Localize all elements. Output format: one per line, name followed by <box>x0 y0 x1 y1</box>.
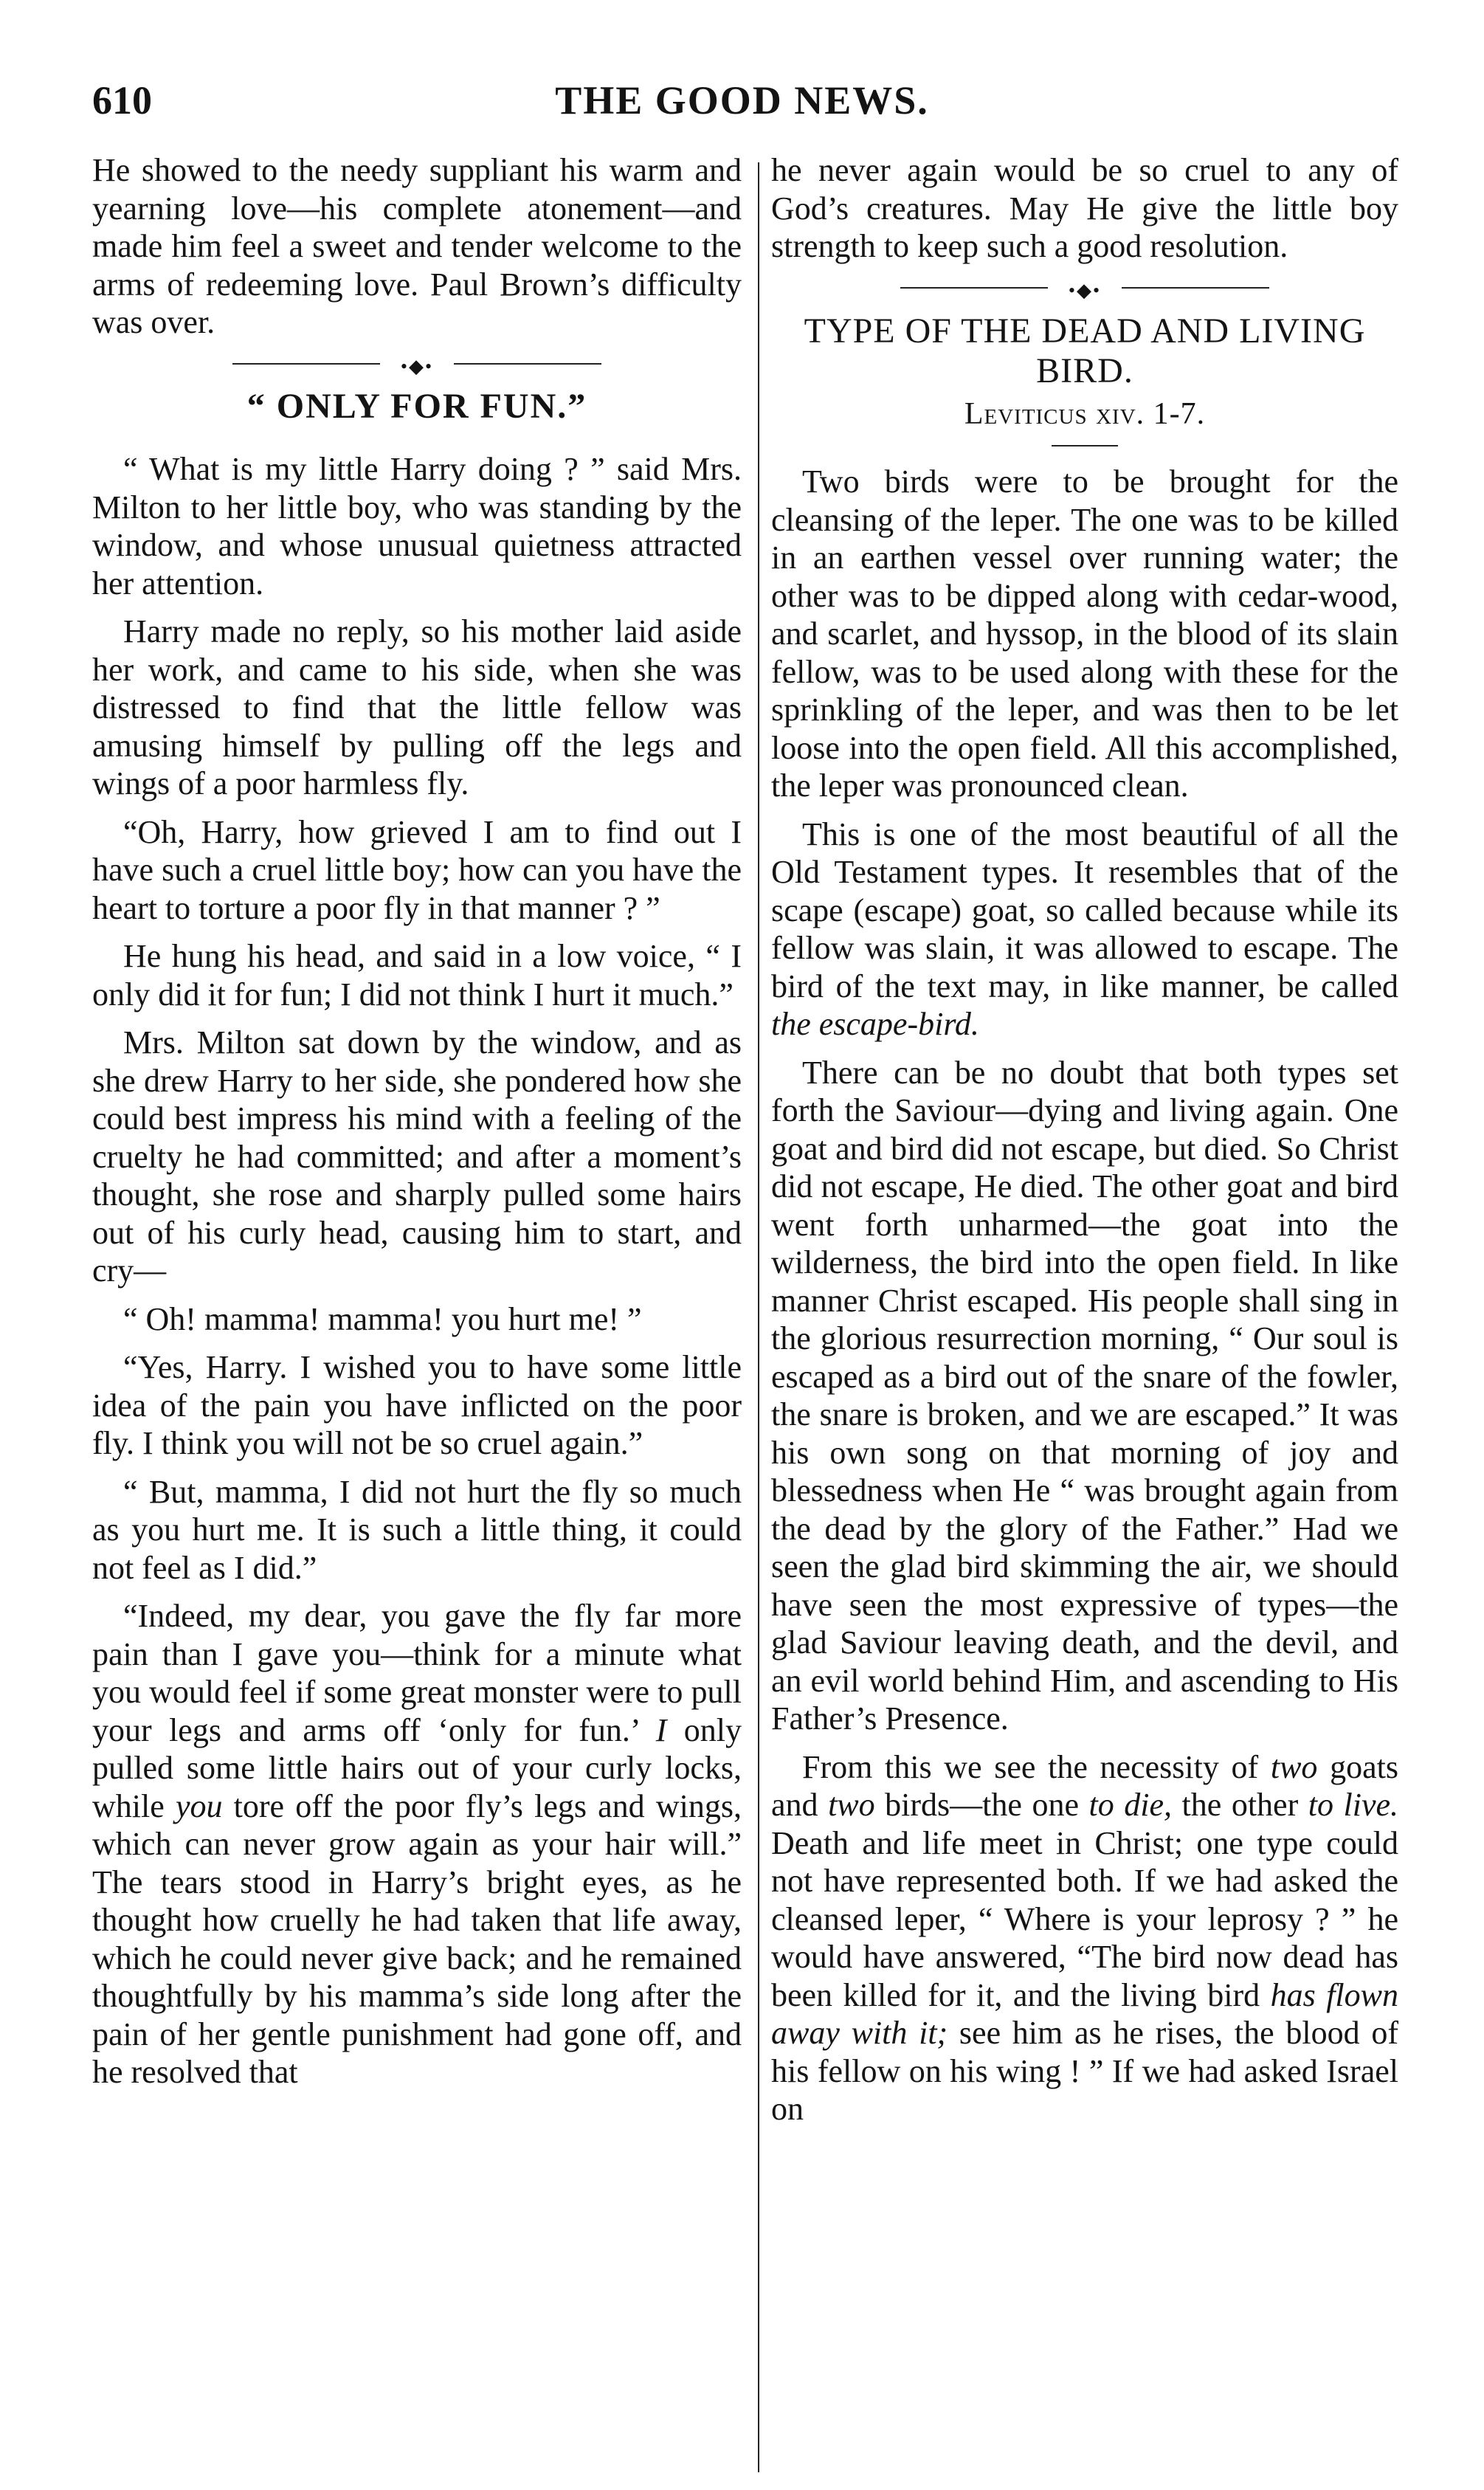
text-run: Death and life meet in Christ; one type could not have represented both. If we had asked the cleansed leper, “ Where is your leprosy ? ” he would have answered, “The bird now dead has been killed for it, and the living bird <box>771 1824 1398 2013</box>
text-run: From this we see the necessity of <box>802 1748 1271 1785</box>
text-run: This is one of the most beautiful of all the Old Testament types. It resembles that of the scape (escape) goat, so called because while its fellow was slain, it was allowed to escape. The bird of the text may, in like manner, be called <box>771 815 1398 1004</box>
story-paragraph: “Oh, Harry, how grieved I am to find out I have such a cruel little boy; how can you have the heart to torture a poor fly in that manner ? ” <box>92 813 742 926</box>
italic-run: two <box>828 1787 875 1823</box>
left-continued-paragraph: He showed to the needy suppliant his warm and yearning love—his complete atonement—and made him feel a sweet and tender welcome to the arms of redeeming love. Paul Brown’s difficulty was over. <box>92 152 742 340</box>
page-header <box>0 77 1484 137</box>
italic-run: to live. <box>1308 1787 1399 1823</box>
right-column <box>771 151 1398 2139</box>
article-title-line-1: TYPE OF THE DEAD AND LIVING <box>804 311 1366 351</box>
text-run: birds—the one <box>874 1787 1089 1823</box>
scripture-reference: Leviticus xiv. 1-7. <box>964 396 1206 431</box>
italic-run: to die, <box>1088 1787 1173 1823</box>
italic-run: the escape-bird. <box>771 1006 979 1042</box>
divider-line-right <box>454 363 601 365</box>
right-continued-paragraph: he never again would be so cruel to any of God’s creatures. May He give the little boy strength to keep such a good resolution. <box>771 152 1398 264</box>
article-paragraph: Two birds were to be brought for the cleansing of the leper. The one was to be killed in an earthen vessel over running water; the other was to be dipped along with cedar-wood, and scarlet, and hyssop, in the blood of its slain fellow, was to be used along with these for the sprinkling of the leper, and was then to be let loose into the open field. All this accomplished, the leper was pronounced clean. <box>771 463 1398 804</box>
column-rule <box>758 162 759 2472</box>
story-title: “ ONLY FOR FUN.” <box>246 386 587 426</box>
italic-run: you <box>175 1787 223 1824</box>
story-paragraph <box>92 1597 742 2091</box>
article-title-line-2: BIRD. <box>1036 351 1133 390</box>
story-paragraph: He hung his head, and said in a low voice, “ I only did it for fun; I did not think I hurt it much.” <box>92 938 742 1013</box>
story-paragraph: “ Oh! mamma! mamma! you hurt me! ” <box>123 1300 642 1337</box>
italic-run: has flown away with it; <box>771 1976 1398 2051</box>
italic-run: two <box>1270 1748 1318 1785</box>
text-run: see him as he rises, the blood of his fellow on his wing ! ” If we had asked Israel on <box>771 2015 1398 2127</box>
divider-ornament: •◆• <box>1068 279 1102 301</box>
story-paragraph: “Yes, Harry. I wished you to have some little idea of the pain you have inflicted on the poor fly. I think you will not be so cruel again.” <box>92 1349 742 1461</box>
divider-ornament: •◆• <box>400 355 434 377</box>
short-rule <box>1052 445 1118 446</box>
divider-line-right <box>1122 287 1269 289</box>
italic-run: I <box>655 1711 667 1748</box>
text-run: tore off the poor fly’s legs and wings, which can never grow again as your hair will.” The tears stood in Harry’s bright eyes, as he thought how cruelly he had taken that life away, which he could never give back; and he remained thoughtfully by his mamma’s side long after the pain of her gentle punishment had gone off, and he resolved that <box>92 1787 742 2090</box>
story-paragraph: “ But, mamma, I did not hurt the fly so much as you hurt me. It is such a little thing, it could not feel as I did.” <box>92 1473 742 1586</box>
story-paragraph: “ What is my little Harry doing ? ” said Mrs. Milton to her little boy, who was standing by the window, and whose unusual quietness attracted her attention. <box>92 451 742 601</box>
page-number: 610 <box>92 78 152 123</box>
running-title: THE GOOD NEWS. <box>555 78 929 123</box>
left-column <box>92 151 742 2102</box>
section-divider <box>900 279 1269 301</box>
text-run: only pulled some little hairs out of your curly locks, while <box>92 1711 742 1824</box>
story-paragraph: Harry made no reply, so his mother laid aside her work, and came to his side, when she was distressed to find that the little fellow was amusing himself by pulling off the legs and wings of a poor harmless fly. <box>92 613 742 801</box>
text-run: the other <box>1172 1787 1308 1823</box>
section-divider <box>232 355 601 377</box>
text-run: goats and <box>771 1748 1398 1823</box>
text-run: “Indeed, my dear, you gave the fly far more pain than I gave you—think for a minute what you would feel if some great monster were to pull your legs and arms off ‘only for fun.’ <box>92 1598 742 1748</box>
article-paragraph: There can be no doubt that both types set forth the Saviour—dying and living again. One goat and bird did not escape, but died. So Christ did not escape, He died. The other goat and bird went forth unharmed—the goat into the wilderness, the bird into the open field. In like manner Christ escaped. His people shall sing in the glorious resurrection morning, “ Our soul is escaped as a bird out of the snare of the fowler, the snare is broken, and we are escaped.” It was his own song on that morning of joy and blessedness when He “ was brought again from the dead by the glory of the Father.” Had we seen the glad bird skimming the air, we should have seen the most expressive of types—the glad Saviour leaving death, and the devil, and an evil world behind Him, and ascending to His Father’s Presence. <box>771 1054 1398 1737</box>
story-paragraph: Mrs. Milton sat down by the window, and as she drew Harry to her side, she pondered how she could best impress his mind with a feeling of the cruelty he had committed; and after a moment’s thought, she rose and sharply pulled some hairs out of his curly head, causing him to start, and cry— <box>92 1024 742 1289</box>
article-paragraph <box>771 1748 1398 2128</box>
article-paragraph <box>771 815 1398 1044</box>
